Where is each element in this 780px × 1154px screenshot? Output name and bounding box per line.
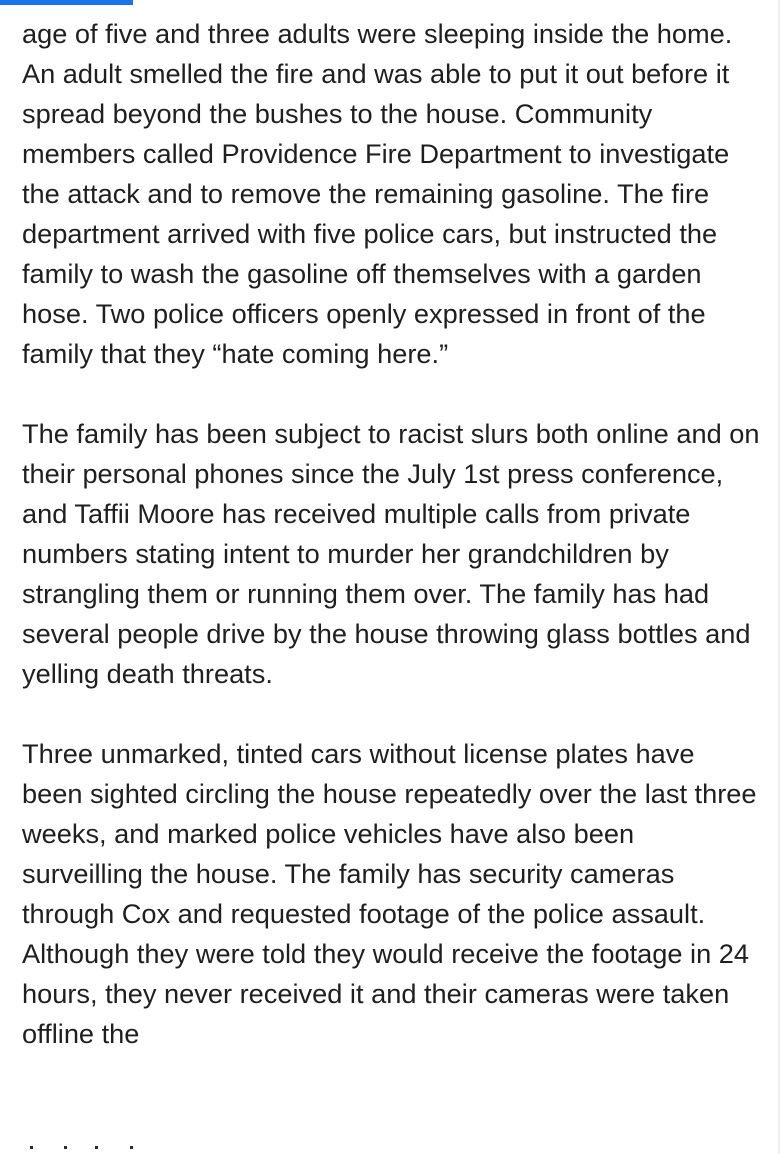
clipped-glyph [30,1146,33,1149]
clipped-next-line [0,1146,780,1154]
clipped-glyph [130,1146,133,1149]
paragraph-threats: The family has been subject to racist slurs both online and on their personal phones since the July 1st press conference, and Taffii Moore has received multiple calls from private numbers stating intent to murder her grandchildren by strangling them or running them over. The family has had several people drive by the house throwing glass bottles and yelling death threats. [22,418,760,689]
paragraph-surveillance: Three unmarked, tinted cars without license plates have been sighted circling the house repeatedly over the last three weeks, and marked police vehicles have also been surveilling the house. The family has security cameras through Cox and requested footage of the police assault. Although they were told they would receive the footage in 24 hours, they never received it and their cameras were taken offline the [22,738,757,1049]
article-body [22,14,762,1094]
clipped-glyph [95,1146,98,1149]
clipped-glyph [64,1146,67,1149]
clipped-previous-line [0,0,780,10]
paragraph-fire-incident: age of five and three adults were sleeping inside the home. An adult smelled the fire and was able to put it out before it spread beyond the bushes to the house. Community members called Providence Fire Department to investigate the attack and to remove the remaining gasoline. The fire department arrived with five police cars, but instructed the family to wash the gasoline off themselves with a garden hose. Two police officers openly expressed in front of the family that they “hate coming here.” [22,18,733,369]
